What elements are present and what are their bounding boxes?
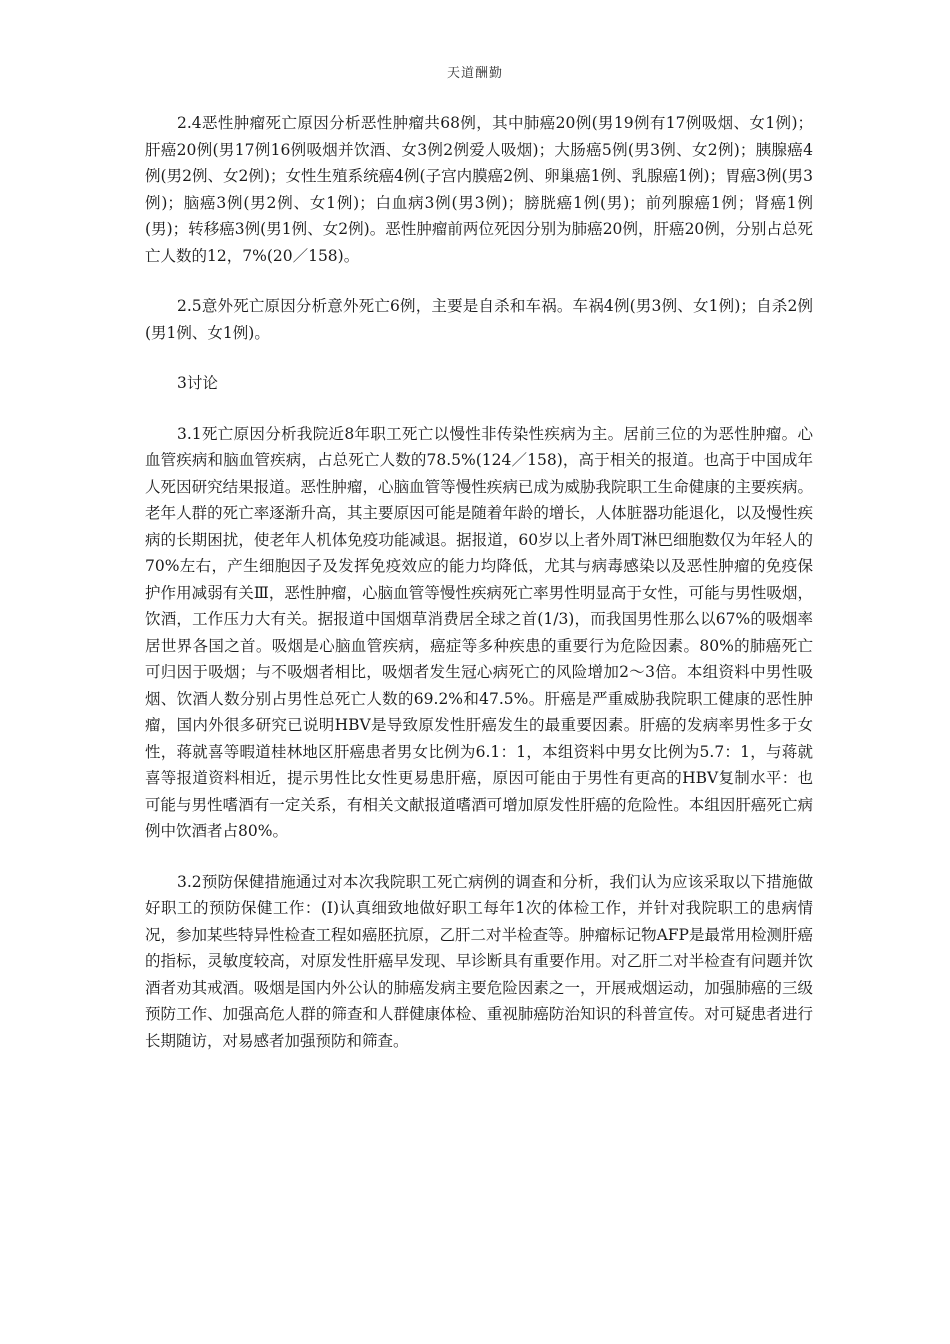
- document-body: [145, 110, 813, 1078]
- paragraph-2-4: 2.4恶性肿瘤死亡原因分析恶性肿瘤共68例，其中肺癌20例(男19例有17例吸烟、女1例)；肝癌20例(男17例16例吸烟并饮酒、女3例2例爱人吸烟)；大肠癌5例(男3例、女2例)；胰腺癌4例(男2例、女2例)；女性生殖系统癌4例(子宫内膜癌2例、卵巢癌1例、乳腺癌1例)；胃癌3例(男3例)；脑癌3例(男2例、女1例)；白血病3例(男3例)；膀胱癌1例(男)；前列腺癌1例；肾癌1例(男)；转移癌3例(男1例、女2例)。恶性肿瘤前两位死因分别为肺癌20例，肝癌20例，分别占总死亡人数的12，7%(20／158)。: [145, 114, 813, 265]
- section-heading-3: 3讨论: [177, 374, 218, 392]
- paragraph-3-2: 3.2预防保健措施通过对本次我院职工死亡病例的调查和分析，我们认为应该采取以下措施做好职工的预防保健工作：(I)认真细致地做好职工每年1次的体检工作，并针对我院职工的患病情况，参加某些特异性检查工程如癌胚抗原，乙肝二对半检查等。肿瘤标记物AFP是最常用检测肝癌的指标，灵敏度较高，对原发性肝癌早发现、早诊断具有重要作用。对乙肝二对半检查有问题并饮酒者劝其戒酒。吸烟是国内外公认的肺癌发病主要危险因素之一，开展戒烟运动，加强肺癌的三级预防工作、加强高危人群的筛查和人群健康体检、重视肺癌防治知识的科普宣传。对可疑患者进行长期随访，对易感者加强预防和筛查。: [145, 872, 813, 1050]
- paragraph-3-1: 3.1死亡原因分析我院近8年职工死亡以慢性非传染性疾病为主。居前三位的为恶性肿瘤。心血管疾病和脑血管疾病，占总死亡人数的78.5%(124／158)，高于相关的报道。也高于中国成年人死因研究结果报道。恶性肿瘤，心脑血管等慢性疾病已成为威胁我院职工生命健康的主要疾病。老年人群的死亡率逐渐升高，其主要原因可能是随着年龄的增长，人体脏器功能退化，以及慢性疾病的长期困扰，使老年人机体免疫功能减退。据报道，60岁以上者外周T淋巴细胞数仅为年轻人的70%左右，产生细胞因子及发挥免疫效应的能力均降低，尤其与病毒感染以及恶性肿瘤的免疫保护作用减弱有关Ⅲ，恶性肿瘤，心脑血管等慢性疾病死亡率男性明显高于女性，可能与男性吸烟，饮酒，工作压力大有关。据报道中国烟草消费居全球之首(1/3)，而我国男性那么以67%的吸烟率居世界各国之首。吸烟是心脑血管疾病，癌症等多种疾患的重要行为危险因素。80%的肺癌死亡可归因于吸烟；与不吸烟者相比，吸烟者发生冠心病死亡的风险增加2～3倍。本组资料中男性吸烟、饮酒人数分别占男性总死亡人数的69.2%和47.5%。肝癌是严重威胁我院职工健康的恶性肿瘤，国内外很多研究已说明HBV是导致原发性肝癌发生的最重要因素。肝癌的发病率男性多于女性，蒋就喜等暇道桂林地区肝癌患者男女比例为6.1：1，本组资料中男女比例为5.7：1，与蒋就喜等报道资料相近，提示男性比女性更易患肝癌，原因可能由于男性有更高的HBV复制水平：也可能与男性嗜酒有一定关系，有相关文献报道嗜酒可增加原发性肝癌的危险性。本组因肝癌死亡病例中饮酒者占80%。: [145, 424, 813, 840]
- page-header: 天道酬勤: [446, 66, 503, 81]
- paragraph-2-5: 2.5意外死亡原因分析意外死亡6例，主要是自杀和车祸。车祸4例(男3例、女1例)；自杀2例(男1例、女1例)。: [145, 297, 813, 342]
